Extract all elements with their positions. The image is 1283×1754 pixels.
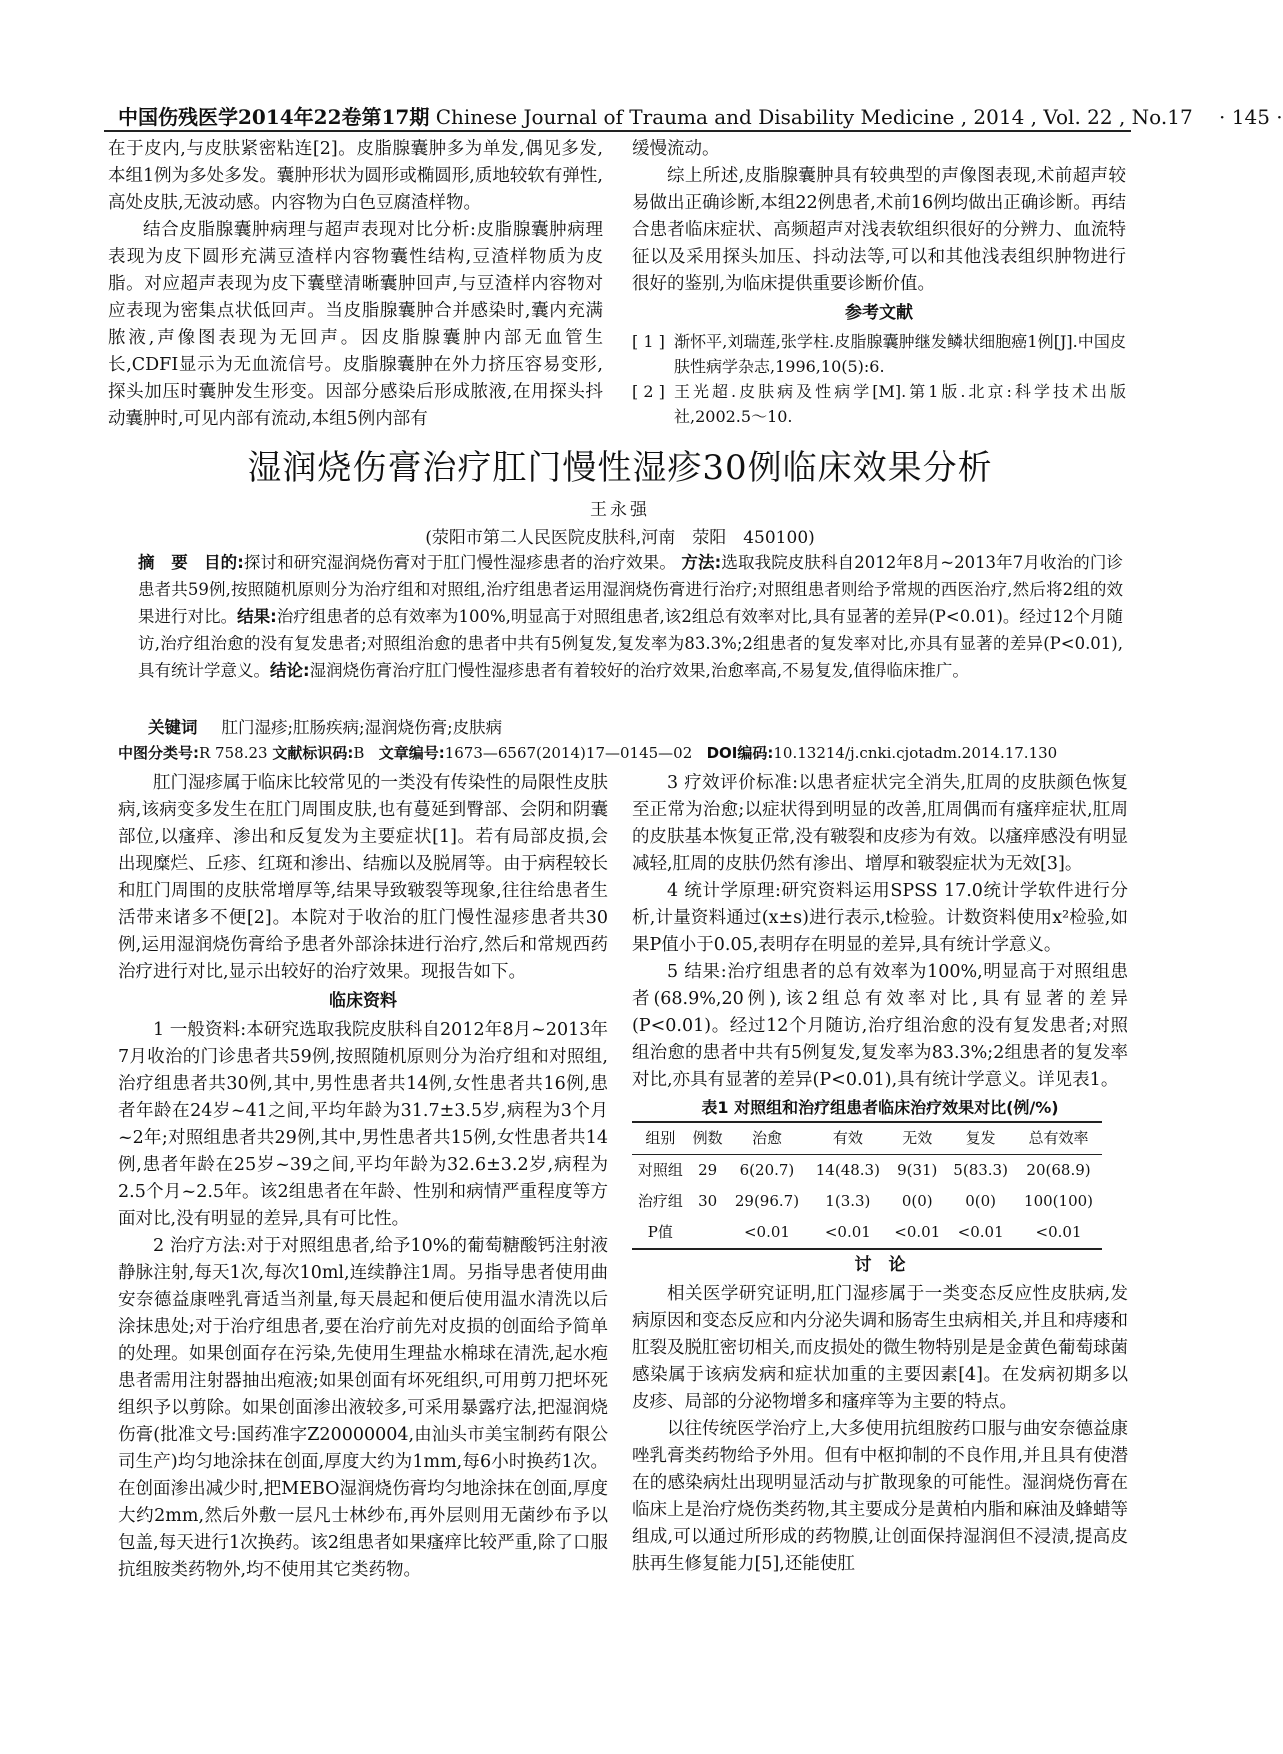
table-header-cell: 例数 <box>692 1129 723 1147</box>
table-cell: P值 <box>647 1223 673 1241</box>
article-number-value: 1673—6567(2014)17—0145—02 <box>444 744 693 762</box>
abstract-objective-label: 目的: <box>203 553 244 572</box>
treatment-method-paragraph: 2 治疗方法:对于对照组患者,给予10%的葡萄糖酸钙注射液静脉注射,每天1次,每次10ml,连续静注1周。另指导患者使用曲安奈德益康唑乳膏适当剂量,每天晨起和便后使用温水清洗以后涂抹患处;对于治疗组患者,要在治疗前先对皮损的创面给予简单的处理。如果创面存在污染,先使用生理盐水棉球在清洗,起水疱患者需用注射器抽出疱液;如果创面有坏死组织,可用剪刀把坏死组织予以剪除。如果创面渗出液较多,可采用暴露疗法,把湿润烧伤膏(批准文号:国药准字Z20000004,由汕头市美宝制药有限公司生产)均匀地涂抹在创面,厚度大约为1mm,每6小时换药1次。在创面渗出减少时,把MEBO湿润烧伤膏均匀地涂抹在创面,厚度大约2mm,然后外敷一层凡士林纱布,再外层则用无菌纱布予以包盖,每天进行1次换药。该2组患者如果瘙痒比较严重,除了口服抗组胺类药物外,均不使用其它类药物。 <box>118 1236 608 1580</box>
reference-number: [ 2 ] <box>632 382 665 401</box>
running-header <box>118 101 1283 130</box>
table-header-cell: 总有效率 <box>1028 1129 1089 1147</box>
references-heading: 参考文献 <box>845 303 913 323</box>
clc-label: 中图分类号: <box>118 744 199 762</box>
article-number-label: 文章编号: <box>378 744 445 762</box>
table-header-cell: 治愈 <box>751 1129 782 1147</box>
article-author: 王永强 <box>590 500 650 520</box>
clc-value: R 758.23 <box>199 744 268 762</box>
reference-item <box>632 379 1126 429</box>
evaluation-criteria-paragraph: 3 疗效评价标准:以患者症状完全消失,肛周的皮肤颜色恢复至正常为治愈;以症状得到明显的改善,肛周偶而有瘙痒症状,肛周的皮肤基本恢复正常,没有皲裂和皮疹为有效。以瘙痒感没有明显减轻,肛周的皮肤仍然有渗出、增厚和皲裂症状为无效[3]。 <box>632 773 1128 874</box>
table-cell <box>689 1217 727 1249</box>
table-header-cell: 复发 <box>965 1129 996 1147</box>
table-cell: 29 <box>698 1161 718 1179</box>
table-cell: 0(0) <box>965 1192 997 1210</box>
abstract-conclusion-label: 结论: <box>270 661 310 680</box>
table-cell: 对照组 <box>637 1161 683 1179</box>
prev-article-right <box>632 136 1126 429</box>
table-header-row <box>632 1122 1102 1155</box>
keywords-text: 肛门湿疹;肛肠疾病;湿润烧伤膏;皮肤病 <box>221 718 503 737</box>
table-cell: 1(3.3) <box>825 1192 871 1210</box>
table-cell: <0.01 <box>957 1223 1004 1241</box>
abstract-result: 治疗组患者的总有效率为100%,明显高于对照组患者,该2组总有效率对比,具有显著的差异(P<0.01)。经过12个月随访,治疗组治愈的没有复发患者;对照组治愈的患者中共有5例复发,复发率为83.3%;2组患者的复发率对比,亦具有显著的差异(P<0.01),具有统计学意义。 <box>138 607 1123 680</box>
table-cell: 20(68.9) <box>1026 1161 1091 1179</box>
table-cell: <0.01 <box>894 1223 941 1241</box>
abstract-label: 摘 要 <box>138 553 188 572</box>
abstract-method-label: 方法: <box>681 553 722 572</box>
table-cell: 14(48.3) <box>815 1161 880 1179</box>
results-table <box>632 1121 1102 1250</box>
abstract <box>138 549 1123 684</box>
table-row <box>632 1217 1102 1249</box>
table-cell: 5(83.3) <box>953 1161 1008 1179</box>
table-cell: <0.01 <box>1035 1223 1082 1241</box>
body-left-column <box>118 770 608 1584</box>
doc-code-value: B <box>353 744 365 762</box>
doi-label: DOI编码: <box>706 744 774 762</box>
general-data-paragraph: 1 一般资料:本研究选取我院皮肤科自2012年8月~2013年7月收治的门诊患者共59例,按照随机原则分为治疗组和对照组,治疗组患者共30例,其中,男性患者共14例,女性患者共16例,患者年龄在24岁~41之间,平均年龄为31.7±3.5岁,病程为3个月~2年;对照组患者共29例,其中,男性患者共15例,女性患者共14例,患者年龄在25岁~39之间,平均年龄为32.6±3.2岁,病程为2.5个月~2.5年。该2组患者在年龄、性别和病情严重程度等方面对比,没有明显的差异,具有可比性。 <box>118 1020 608 1229</box>
body-right-column <box>632 770 1128 1578</box>
abstract-result-label: 结果: <box>237 607 277 626</box>
discussion-paragraph: 相关医学研究证明,肛门湿疹属于一类变态反应性皮肤病,发病原因和变态反应和内分泌失调和肠寄生虫病相关,并且和痔瘘和肛裂及脱肛密切相关,而皮损处的微生物特别是是金黄色葡萄球菌感染属于该病发病和症状加重的主要因素[4]。在发病初期多以皮疹、局部的分泌物增多和瘙痒等为主要的特点。 <box>632 1284 1128 1412</box>
prev-paragraph: 缓慢流动。 <box>632 139 720 159</box>
abstract-method: 选取我院皮肤科自2012年8月~2013年7月收治的门诊患者共59例,按照随机原则分为治疗组和对照组,治疗组患者运用湿润烧伤膏进行治疗;对照组患者则给予常规的西医治疗,然后将2组的效果进行对比。 <box>138 553 1124 626</box>
doc-code-label: 文献标识码: <box>272 744 354 762</box>
journal-name-cn: 中国伤残医学2014年22卷第17期 <box>118 105 430 129</box>
article-affiliation: (荥阳市第二人民医院皮肤科,河南 荥阳 450100) <box>425 528 815 548</box>
table-cell: 30 <box>698 1192 718 1210</box>
table-caption: 表1 对照组和治疗组患者临床治疗效果对比(例/%) <box>701 1098 1059 1117</box>
reference-number: [ 1 ] <box>632 332 665 351</box>
prev-paragraph: 综上所述,皮脂腺囊肿具有较典型的声像图表现,术前超声较易做出正确诊断,本组22例患者,术前16例均做出正确诊断。再结合患者临床症状、高频超声对浅表软组织很好的分辨力、血流特征以及采用探头加压、抖动法等,可以和其他浅表组织肿物进行很好的鉴别,为临床提供重要诊断价值。 <box>632 166 1126 294</box>
header-rule <box>104 130 1131 132</box>
results-paragraph: 5 结果:治疗组患者的总有效率为100%,明显高于对照组患者(68.9%,20例),该2组总有效率对比,具有显著的差异(P<0.01)。经过12个月随访,治疗组治愈的没有复发患者;对照组治愈的患者中共有5例复发,复发率为83.3%;2组患者的复发率对比,亦具有显著的差异(P<0.01),具有统计学意义。详见表1。 <box>632 962 1128 1090</box>
prev-paragraph: 在于皮内,与皮肤紧密粘连[2]。皮脂腺囊肿多为单发,偶见多发,本组1例为多处多发。囊肿形状为圆形或椭圆形,质地较软有弹性,高处皮肤,无波动感。内容物为白色豆腐渣样物。 <box>108 139 603 213</box>
abstract-conclusion: 湿润烧伤膏治疗肛门慢性湿疹患者有着较好的治疗效果,治愈率高,不易复发,值得临床推广。 <box>309 661 969 680</box>
table-cell: 6(20.7) <box>739 1161 795 1179</box>
table-row <box>632 1155 1102 1187</box>
journal-name-en: Chinese Journal of Trauma and Disability Medicine , 2014 , Vol. 22 , No.17 <box>435 105 1193 129</box>
abstract-objective: 探讨和研究湿润烧伤膏对于肛门慢性湿疹患者的治疗效果。 <box>243 553 676 572</box>
section-heading: 临床资料 <box>329 991 397 1011</box>
discussion-heading: 讨 论 <box>854 1255 906 1275</box>
table-header-cell: 无效 <box>902 1129 933 1147</box>
table-cell: 0(0) <box>901 1192 933 1210</box>
page-number: · 145 · <box>1219 105 1283 129</box>
prev-paragraph: 结合皮脂腺囊肿病理与超声表现对比分析:皮脂腺囊肿病理表现为皮下圆形充满豆渣样内容物囊性结构,豆渣样物质为皮脂。对应超声表现为皮下囊壁清晰囊肿回声,与豆渣样内容物对应表现为密集点状低回声。当皮脂腺囊肿合并感染时,囊内充满脓液,声像图表现为无回声。因皮脂腺囊肿内部无血管生长,CDFI显示为无血流信号。皮脂腺囊肿在外力挤压容易变形,探头加压时囊肿发生形变。因部分感染后形成脓液,在用探头抖动囊肿时,可见内部有流动,本组5例内部有 <box>108 220 603 429</box>
statistics-paragraph: 4 统计学原理:研究资料运用SPSS 17.0统计学软件进行分析,计量资料通过(x±s)进行表示,t检验。计数资料使用x²检验,如果P值小于0.05,表明存在明显的差异,具有统计学意义。 <box>632 881 1128 955</box>
doi-value: 10.13214/j.cnki.cjotadm.2014.17.130 <box>773 744 1058 762</box>
classification-line <box>118 742 1057 763</box>
table-cell: 9(31) <box>897 1161 938 1179</box>
table-header-cell: 有效 <box>832 1129 863 1147</box>
table-row <box>632 1186 1102 1217</box>
article-title: 湿润烧伤膏治疗肛门慢性湿疹30例临床效果分析 <box>247 448 993 488</box>
prev-article-left <box>108 136 603 433</box>
keywords-label: 关键词 <box>148 718 198 737</box>
reference-text: 王光超.皮肤病及性病学[M].第1版.北京:科学技术出版社,2002.5～10. <box>674 382 1126 426</box>
keywords <box>148 714 502 738</box>
reference-text: 渐怀平,刘瑞莲,张学柱.皮脂腺囊肿继发鳞状细胞癌1例[J].中国皮肤性病学杂志,1996,10(5):6. <box>674 332 1126 376</box>
discussion-paragraph: 以往传统医学治疗上,大多使用抗组胺药口服与曲安奈德益康唑乳膏类药物给予外用。但有中枢抑制的不良作用,并且具有使潜在的感染病灶出现明显活动与扩散现象的可能性。湿润烧伤膏在临床上是治疗烧伤类药物,其主要成分是黄柏内脂和麻油及蜂蜡等组成,可以通过所形成的药物膜,让创面保持湿润但不浸渍,提高皮肤再生修复能力[5],还能使肛 <box>632 1419 1128 1574</box>
table-cell: <0.01 <box>824 1223 871 1241</box>
reference-item <box>632 329 1126 379</box>
table-cell: 29(96.7) <box>734 1192 800 1210</box>
table-cell: 100(100) <box>1024 1192 1094 1210</box>
table-header-cell: 组别 <box>645 1129 676 1147</box>
intro-paragraph: 肛门湿疹属于临床比较常见的一类没有传染性的局限性皮肤病,该病变多发生在肛门周围皮肤,也有蔓延到臀部、会阴和阴囊部位,以瘙痒、渗出和反复发为主要症状[1]。若有局部皮损,会出现糜烂、丘疹、红斑和渗出、结痂以及脱屑等。由于病程较长和肛门周围的皮肤常增厚等,结果导致皲裂等现象,往往给患者生活带来诸多不便[2]。本院对于收治的肛门慢性湿疹患者共30例,运用湿润烧伤膏给予患者外部涂抹进行治疗,然后和常规西药治疗进行对比,显示出较好的治疗效果。现报告如下。 <box>118 773 608 982</box>
table-cell: 治疗组 <box>637 1192 683 1210</box>
table-cell: <0.01 <box>743 1223 790 1241</box>
